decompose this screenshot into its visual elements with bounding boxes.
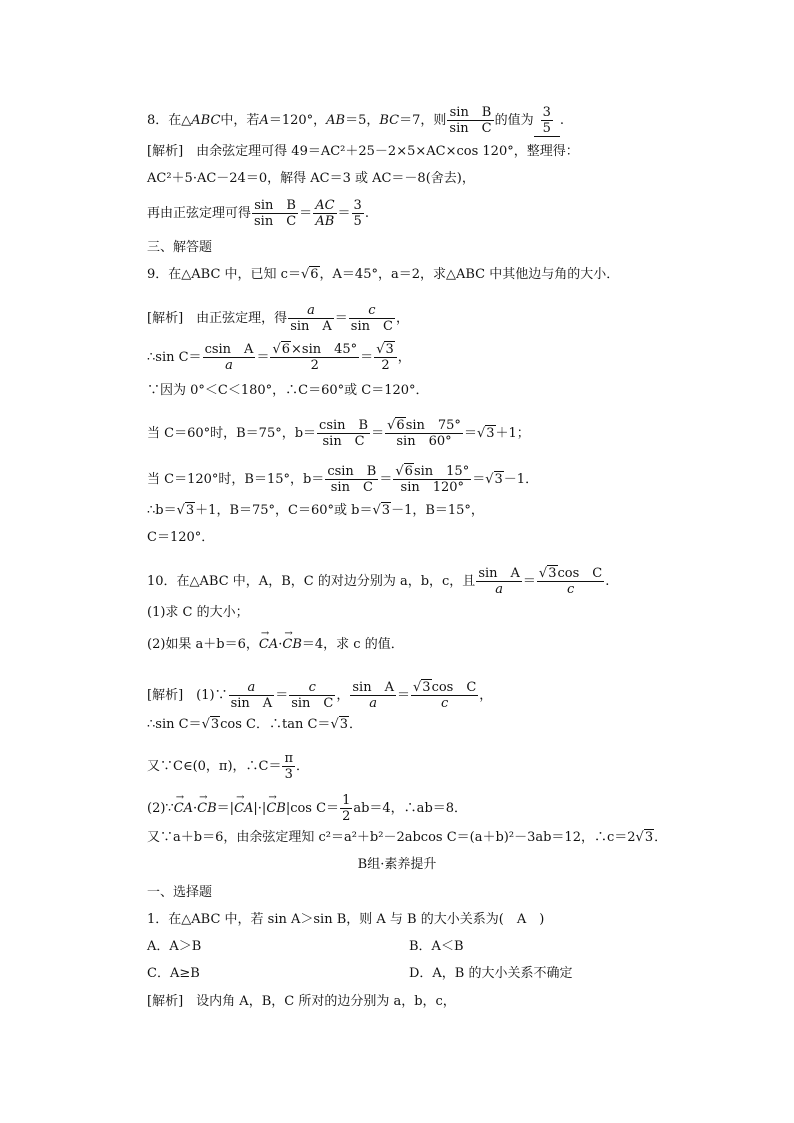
s8-line1: [解析] 由余弦定理可得 49＝AC²＋25－2×5×AC×cos 120°，整理得： [147, 144, 579, 159]
s9-line4: 当 C＝60°时，B＝75°，b＝ $\frac{\text{csin B}}{\text{sin C}}$ ＝ $\frac{√6\sin 75^\circ}{\sin 60^\circ}$ ＝√3＋1； [147, 418, 530, 449]
s8-line2: AC²＋5·AC－24＝0，解得 AC＝3 或 AC＝－8(舍去)， [147, 171, 475, 186]
s9-line3: ∵因为 0°＜C＜180°，∴C＝60°或 C＝120°． [147, 383, 429, 398]
fraction: $\frac{\text{sin B}}{\text{sin C}}$ [449, 105, 492, 136]
analysis-tag: [解析] [147, 144, 184, 159]
s1-line1: [解析] 设内角 A，B，C 所对的边分别为 a，b，c， [147, 994, 456, 1009]
s9-line7: C＝120°． [147, 530, 215, 545]
q1-stem: 1．在△ABC 中，若 sin A＞sin B，则 A 与 B 的大小关系为( A ) [147, 912, 545, 927]
answer-blank: $\frac{3}{5}$ [534, 105, 560, 137]
q10-line: 10．在△ABC 中，A，B，C 的对边分别为 a，b，c，且 $\frac{\text{sin A}}{a}$ ＝ $\frac{\text{√3cos C}}{c}$ . [147, 566, 610, 597]
section-heading-choice: 一、选择题 [147, 885, 213, 900]
s10-line1: [解析] (1)∵ $\frac{a}{\text{sin A}}$ ＝ $\frac{c}{\text{sin C}}$ ， $\frac{\text{sin A}}{a}$ ＝ $\frac{\text{√3cos C}}{c}$ ， [147, 680, 493, 711]
group-heading: B组·素养提升 [357, 857, 437, 872]
s10-line3: 又∵C∈(0，π)，∴C＝ $\frac{\pi}{3}$ ． [147, 751, 310, 782]
q1-option-a: A．A＞B [147, 939, 202, 954]
q8-line: 8．在△ABC中，若A＝120°，AB＝5，BC＝7，则 $\frac{\text{sin B}}{\text{sin C}}$ 的值为 $\frac{3}{5}$ . [147, 105, 565, 136]
s9-line6: ∴b＝√3＋1，B＝75°，C＝60°或 b＝√3－1，B＝15°， [147, 503, 484, 518]
s9-line1: [解析] 由正弦定理，得 $\frac{a}{\text{sin A}}$ ＝ $\frac{c}{\text{sin C}}$ ， [147, 303, 409, 334]
q1-option-c: C．A≥B [147, 966, 200, 981]
q10-part1: (1)求 C 的大小； [147, 605, 249, 620]
q1-option-d: D．A，B 的大小关系不确定 [409, 966, 573, 981]
s8-line3: 再由正弦定理可得 $\frac{\text{sin B}}{\text{sin C}}$ ＝ $\frac{AC}{AB}$ ＝ $\frac{3}{5}$ . [147, 198, 369, 229]
q10-part2: (2)如果 a＋b＝6，→ CA·→ CB＝4，求 c 的值． [147, 636, 404, 654]
s10-line2: ∴sin C＝√3cos C．∴tan C＝√3． [147, 717, 363, 732]
q9-line: 9．在△ABC 中，已知 c＝√6，A＝45°，a＝2，求△ABC 中其他边与角的大小． [147, 267, 620, 282]
s10-line4: (2)∵→ CA·→ CB＝|→ CA|·|→ CB|cos C＝ $\frac{1}{2}$ ab＝4，∴ab＝8． [147, 793, 467, 824]
s9-line5: 当 C＝120°时，B＝15°，b＝ $\frac{\text{csin B}}{\text{sin C}}$ ＝ $\frac{√6\sin 15^\circ}{\sin 120^\circ}$ ＝√3－1． [147, 464, 539, 495]
section-heading: 三、解答题 [147, 240, 213, 255]
q1-option-b: B．A＜B [409, 939, 464, 954]
s9-line2: ∴sin C＝ $\frac{\text{csin A}}{a}$ ＝ $\frac{√6\times\sin 45^\circ}{2}$ ＝ $\frac{√3}{2}$ ， [147, 342, 411, 373]
s10-line5: 又∵a＋b＝6，由余弦定理知 c²＝a²＋b²－2abcos C＝(a＋b)²－3ab＝12，∴c＝2√3． [147, 830, 668, 845]
